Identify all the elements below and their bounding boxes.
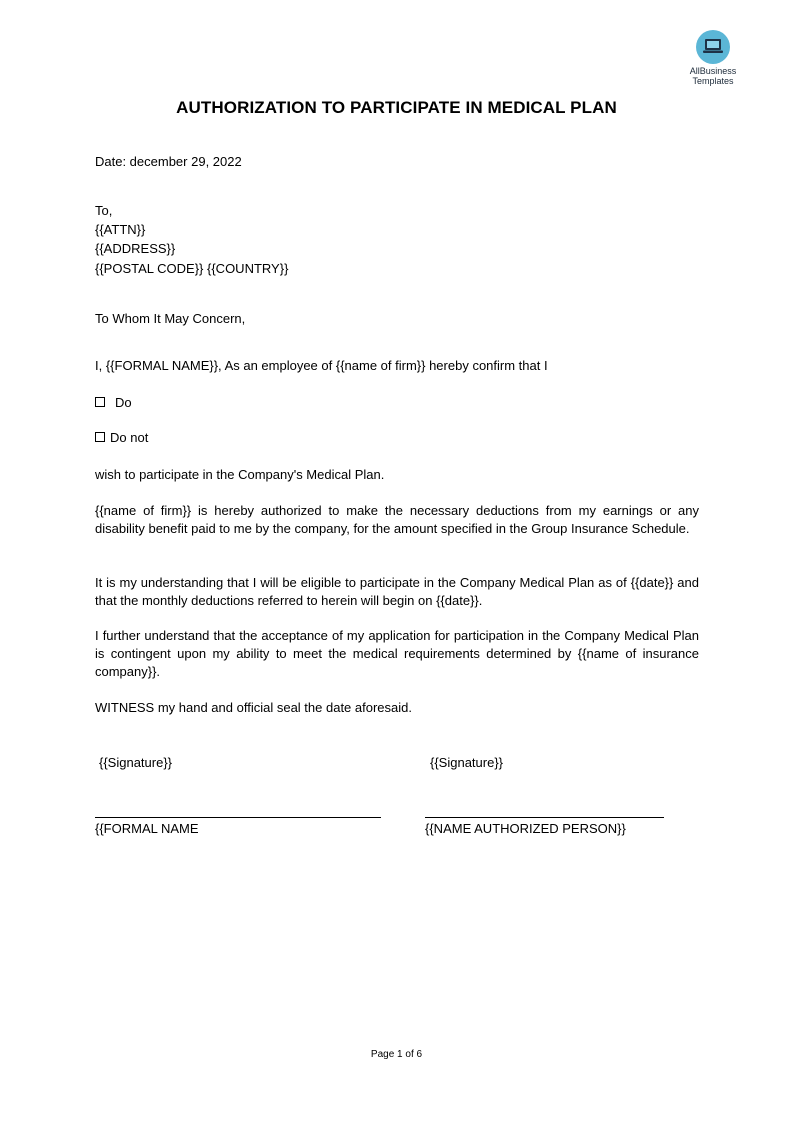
option-do-label: Do xyxy=(115,395,132,410)
signer-name-left: {{FORMAL NAME xyxy=(95,821,199,836)
document-title: AUTHORIZATION TO PARTICIPATE IN MEDICAL PLAN xyxy=(176,98,617,117)
date-line: Date: december 29, 2022 xyxy=(95,154,242,169)
signature-line-right xyxy=(425,817,664,818)
laptop-icon xyxy=(696,30,730,64)
paragraph-acceptance: I further understand that the acceptance of my application for participation in the Company Medical Plan is contingent upon my ability to meet the medical requirements determined by {{name of insurance company}}. xyxy=(95,628,699,679)
paragraph-witness: WITNESS my hand and official seal the date aforesaid. xyxy=(95,700,412,715)
paragraph-eligibility: It is my understanding that I will be eligible to participate in the Company Medical Plan as of {{date}} and that the monthly deductions referred to herein will begin on {{date}}. xyxy=(95,575,699,608)
signer-name-right: {{NAME AUTHORIZED PERSON}} xyxy=(425,821,626,836)
checkbox-icon[interactable] xyxy=(95,397,105,407)
signature-line-left xyxy=(95,817,381,818)
salutation: To Whom It May Concern, xyxy=(95,311,246,326)
paragraph-authorization: {{name of firm}} is hereby authorized to make the necessary deductions from my earnings or any disability benefit paid to me by the company, for the amount specified in the Group Insurance Schedule. xyxy=(95,503,699,536)
address-postal: {{POSTAL CODE}} {{COUNTRY}} xyxy=(95,261,289,276)
address-to: To, xyxy=(95,203,113,218)
wish-line: wish to participate in the Company's Medical Plan. xyxy=(95,467,385,482)
signature-left: {{Signature}} xyxy=(99,755,173,770)
intro-line: I, {{FORMAL NAME}}, As an employee of {{name of firm}} hereby confirm that I xyxy=(95,358,548,373)
option-do-not-label: Do not xyxy=(110,430,149,445)
signature-right: {{Signature}} xyxy=(430,755,504,770)
option-do[interactable] xyxy=(95,395,132,410)
address-attn: {{ATTN}} xyxy=(95,222,146,237)
brand-logo xyxy=(680,30,746,86)
address-street: {{ADDRESS}} xyxy=(95,241,176,256)
checkbox-icon[interactable] xyxy=(95,432,105,442)
option-do-not[interactable] xyxy=(95,430,148,445)
page-number: Page 1 of 6 xyxy=(370,1049,423,1060)
logo-text: AllBusiness Templates xyxy=(689,66,737,86)
